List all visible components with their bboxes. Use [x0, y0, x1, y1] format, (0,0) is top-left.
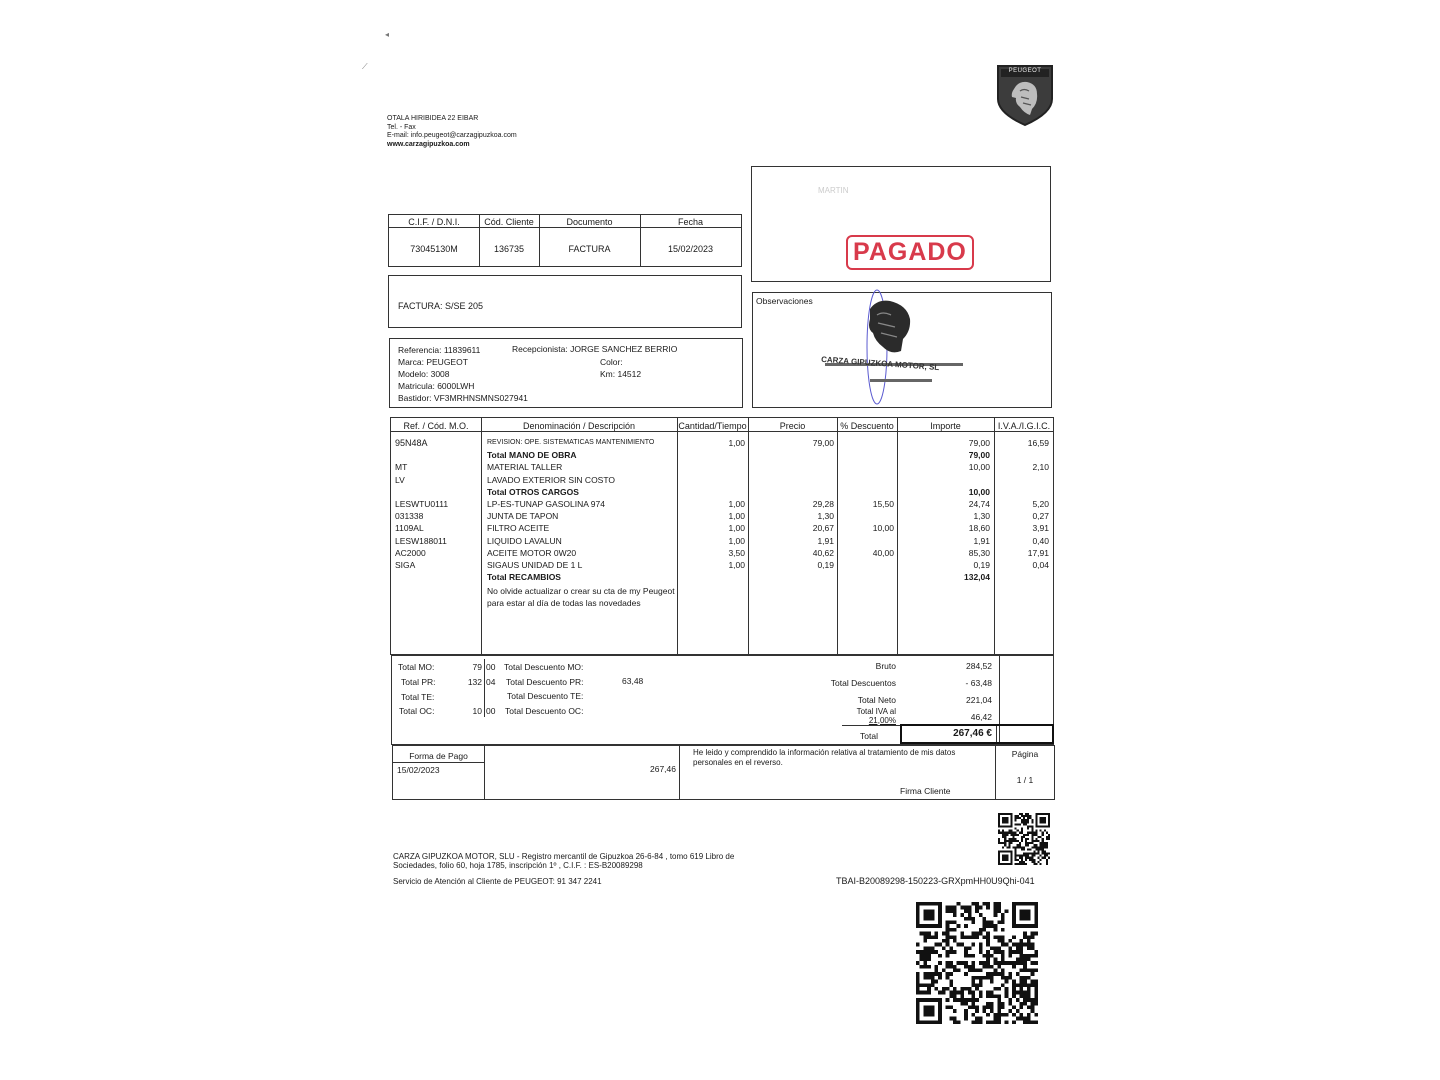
line-price — [748, 486, 834, 498]
col-price-header: Precio — [779, 421, 806, 431]
line-qty: 3,50 — [728, 547, 745, 558]
line-price: 1,91 — [817, 535, 834, 546]
vehicle-model: Modelo: 3008 — [398, 369, 450, 379]
line-amount: 0,19 — [973, 559, 990, 570]
line-qty: 1,00 — [728, 535, 745, 546]
company-website: www.carzagipuzkoa.com — [387, 140, 470, 148]
vehicle-color: Color: — [600, 357, 623, 367]
col-amount-header: Importe — [930, 421, 961, 431]
line-desc: MATERIAL TALLER — [487, 462, 563, 473]
total-pr-dec: 04 — [486, 677, 496, 687]
line-ref: SIGA — [395, 559, 416, 570]
line-vat: 0,27 — [1032, 511, 1049, 522]
privacy-notice — [693, 748, 955, 768]
page-label: Página — [1011, 749, 1039, 759]
paid-stamp: PAGADO — [846, 235, 974, 270]
vehicle-box — [389, 338, 743, 408]
line-price: 79,00 — [812, 438, 834, 448]
line-price — [748, 474, 834, 486]
line-vat: 0,40 — [1032, 535, 1049, 546]
total-pr-int: 132 — [467, 677, 482, 687]
line-vat: 3,91 — [1032, 523, 1049, 534]
price-column — [748, 437, 834, 583]
line-vat — [994, 474, 1049, 486]
payment-box — [392, 745, 1055, 800]
line-vat — [994, 571, 1049, 583]
total-mo-label: Total MO: — [398, 662, 435, 672]
total-oc-int: 10 — [472, 706, 482, 716]
document-value: FACTURA — [568, 244, 611, 254]
line-qty: 1,00 — [728, 511, 745, 522]
line-discount — [837, 535, 894, 547]
privacy-line: personales en el reverso. — [693, 758, 783, 767]
total-net-value: 221,04 — [966, 695, 992, 705]
line-qty — [677, 449, 745, 461]
payment-amount: 267,46 — [650, 764, 676, 774]
line-ref: MT — [395, 462, 408, 473]
line-desc-total: Total RECAMBIOS — [487, 572, 561, 583]
company-email: E-mail: info.peugeot@carzagipuzkoa.com — [387, 132, 517, 139]
payment-method-label: Forma de Pago — [409, 751, 468, 761]
line-desc-total: Total MANO DE OBRA — [487, 450, 577, 461]
total-label: Total — [860, 731, 878, 741]
tbai-code: TBAI-B20089298-150223-GRXpmHH0U9Qhi-041 — [836, 876, 1035, 886]
line-desc: REVISION: OPE. SISTEMATICAS MANTENIMIENTO — [487, 439, 655, 446]
line-price — [748, 449, 834, 461]
line-discount — [837, 437, 894, 449]
amount-column — [897, 437, 990, 583]
discount-oc-label: Total Descuento OC: — [505, 706, 584, 716]
line-price: 1,30 — [817, 511, 834, 522]
date-value: 15/02/2023 — [667, 244, 714, 254]
line-price: 40,62 — [812, 547, 834, 558]
line-discount: 40,00 — [872, 547, 894, 558]
company-tel-fax: Tel. - Fax — [387, 123, 416, 131]
totals-box — [391, 655, 1054, 745]
customer-box — [751, 166, 1051, 282]
reference: Referencia: 11839611 — [398, 345, 481, 355]
description-column — [487, 437, 675, 610]
registry-info — [393, 852, 734, 870]
company-seal — [815, 289, 965, 407]
line-discount — [837, 486, 894, 498]
note-line: No olvide actualizar o crear su cta de my Peugeot — [487, 586, 675, 597]
line-discount — [837, 510, 894, 522]
line-vat: 0,04 — [1032, 559, 1049, 570]
discount-te-label: Total Descuento TE: — [507, 691, 584, 701]
line-ref — [395, 571, 479, 583]
line-amount-total: 10,00 — [968, 486, 990, 497]
small-qr-code — [998, 813, 1050, 865]
line-ref: LESW188011 — [395, 535, 447, 546]
line-discount: 15,50 — [872, 498, 894, 509]
col-discount-header: % Descuento — [840, 421, 894, 431]
vehicle-plate: Matricula: 6000LWH — [398, 381, 475, 391]
line-price — [748, 571, 834, 583]
total-net-label: Total Neto — [857, 695, 896, 705]
col-vat-header: I.V.A./I.G.I.C. — [997, 421, 1051, 431]
line-desc: SIGAUS UNIDAD DE 1 L — [487, 559, 583, 570]
line-desc: JUNTA DE TAPON — [487, 511, 559, 522]
line-ref: 031338 — [395, 511, 424, 522]
total-oc-label: Total OC: — [399, 706, 435, 716]
line-discount — [837, 559, 894, 571]
vehicle-km: Km: 14512 — [600, 369, 642, 379]
vat-total-label-line1: Total IVA al — [856, 707, 896, 716]
discount-pr-value: 63,48 — [622, 676, 644, 686]
total-mo-dec: 00 — [486, 662, 496, 672]
cif-header: C.I.F. / D.N.I. — [408, 217, 460, 227]
line-qty — [677, 571, 745, 583]
bruto-value: 284,52 — [966, 661, 992, 671]
line-amount: 85,30 — [968, 547, 990, 558]
vat-total-value: 46,42 — [970, 712, 992, 722]
client-code-header: Cód. Cliente — [484, 217, 534, 227]
peugeot-logo — [996, 63, 1054, 127]
total-te-label: Total TE: — [401, 692, 435, 702]
line-amount: 1,91 — [973, 535, 990, 546]
invoice-number: FACTURA: S/SE 205 — [398, 301, 484, 311]
line-ref: 1109AL — [395, 523, 424, 534]
line-amount: 18,60 — [968, 523, 990, 534]
qty-column — [677, 437, 745, 583]
document-header: Documento — [566, 217, 613, 227]
line-amount-total: 79,00 — [968, 450, 990, 461]
line-amount — [897, 474, 990, 486]
line-price: 29,28 — [812, 498, 834, 509]
observaciones-label: Observaciones — [756, 295, 819, 307]
line-ref: AC2000 — [395, 547, 426, 558]
line-qty: 1,00 — [728, 438, 745, 448]
customer-name: MARTIN — [818, 186, 849, 195]
total-value-box — [900, 724, 1054, 744]
line-discount — [837, 449, 894, 461]
line-price: 0,19 — [817, 559, 834, 570]
total-mo-int: 79 — [472, 662, 482, 672]
company-address: OTALA HIRIBIDEA 22 EIBAR — [387, 115, 479, 122]
line-desc: LAVADO EXTERIOR SIN COSTO — [487, 474, 615, 485]
line-desc: LIQUIDO LAVALUN — [487, 535, 562, 546]
vat-column — [994, 437, 1049, 583]
line-desc: FILTRO ACEITE — [487, 523, 550, 534]
payment-date: 15/02/2023 — [397, 765, 440, 775]
bruto-label: Bruto — [875, 661, 896, 671]
registry-line: CARZA GIPUZKOA MOTOR, SLU - Registro mercantil de Gipuzkoa 26-6-84 , tomo 619 Libro de — [393, 852, 735, 861]
invoice-number-box — [388, 275, 742, 328]
line-ref — [395, 486, 479, 498]
total-discounts-label: Total Descuentos — [830, 678, 896, 688]
receptionist: Recepcionista: JORGE SANCHEZ BERRIO — [512, 344, 678, 354]
line-desc: ACEITE MOTOR 0W20 — [487, 547, 577, 558]
line-amount: 24,74 — [968, 498, 990, 509]
vat-total-label-line2: 21,00% — [868, 715, 896, 725]
line-amount: 79,00 — [968, 438, 990, 448]
line-vat: 2,10 — [1032, 462, 1049, 473]
page-number: 1 / 1 — [1016, 775, 1034, 785]
line-qty — [677, 486, 745, 498]
privacy-line: He leido y comprendido la información relativa al tratamiento de mis datos — [693, 748, 956, 757]
line-discount — [837, 461, 894, 473]
col-ref-header: Ref. / Cód. M.O. — [403, 421, 469, 431]
date-header: Fecha — [677, 217, 703, 227]
vat-total-label — [792, 708, 896, 725]
line-items-table — [390, 417, 1054, 655]
line-desc: LP-ES-TUNAP GASOLINA 974 — [487, 498, 605, 509]
line-discount: 10,00 — [872, 523, 894, 534]
line-ref: LESWTU0111 — [395, 498, 449, 509]
line-price — [748, 461, 834, 473]
customer-service-phone: Servicio de Atención al Cliente de PEUGEOT: 91 347 2241 — [393, 877, 602, 886]
logo-wordmark: PEUGEOT — [1008, 68, 1042, 74]
col-qty-header: Cantidad/Tiempo — [678, 421, 747, 431]
discount-mo-label: Total Descuento MO: — [504, 662, 584, 672]
line-vat: 17,91 — [1027, 547, 1049, 558]
total-discounts-value: - 63,48 — [965, 678, 992, 688]
client-code-value: 136735 — [493, 244, 525, 254]
line-discount — [837, 571, 894, 583]
cif-value: 73045130M — [410, 244, 458, 254]
line-qty — [677, 474, 745, 486]
company-info — [387, 115, 517, 149]
seal-text: CARZA GIPUZKOA MOTOR, SL — [820, 354, 940, 373]
observaciones-box — [752, 292, 1052, 408]
total-oc-dec: 00 — [486, 706, 496, 716]
vehicle-make: Marca: PEUGEOT — [398, 357, 468, 367]
note-line: para estar al día de todas las novedades — [487, 598, 641, 609]
discount-column — [837, 437, 894, 583]
line-vat: 5,20 — [1032, 498, 1049, 509]
ref-column — [395, 437, 479, 583]
line-vat — [994, 449, 1049, 461]
total-pr-label: Total PR: — [401, 677, 436, 687]
line-qty: 1,00 — [728, 523, 745, 534]
line-price: 20,67 — [812, 523, 834, 534]
line-desc-total: Total OTROS CARGOS — [487, 486, 579, 497]
line-amount-total: 132,04 — [964, 572, 990, 583]
tbai-qr-code — [916, 902, 1038, 1024]
discount-pr-label: Total Descuento PR: — [506, 677, 584, 687]
line-vat — [994, 486, 1049, 498]
line-ref: 95N48A — [395, 438, 428, 448]
line-qty: 1,00 — [728, 559, 745, 570]
total-value: 267,46 € — [953, 728, 992, 739]
line-amount: 1,30 — [973, 511, 990, 522]
scan-mark: ⟋ — [362, 62, 368, 71]
col-desc-header: Denominación / Descripción — [522, 421, 636, 431]
document-info-table — [388, 214, 742, 267]
customer-signature-label: Firma Cliente — [900, 786, 951, 796]
vehicle-vin: Bastidor: VF3MRHNSMNS027941 — [398, 393, 528, 403]
scan-mark: ◂ — [385, 30, 390, 39]
line-amount: 10,00 — [968, 462, 990, 473]
line-qty — [677, 461, 745, 473]
line-discount — [837, 474, 894, 486]
line-ref — [395, 449, 479, 461]
line-ref: LV — [395, 474, 405, 485]
line-vat: 16,59 — [1027, 438, 1049, 448]
registry-line: Sociedades, folio 60, hoja 1785, inscripción 1º , C.I.F. : ES-B20089298 — [393, 861, 643, 870]
line-qty: 1,00 — [728, 498, 745, 509]
